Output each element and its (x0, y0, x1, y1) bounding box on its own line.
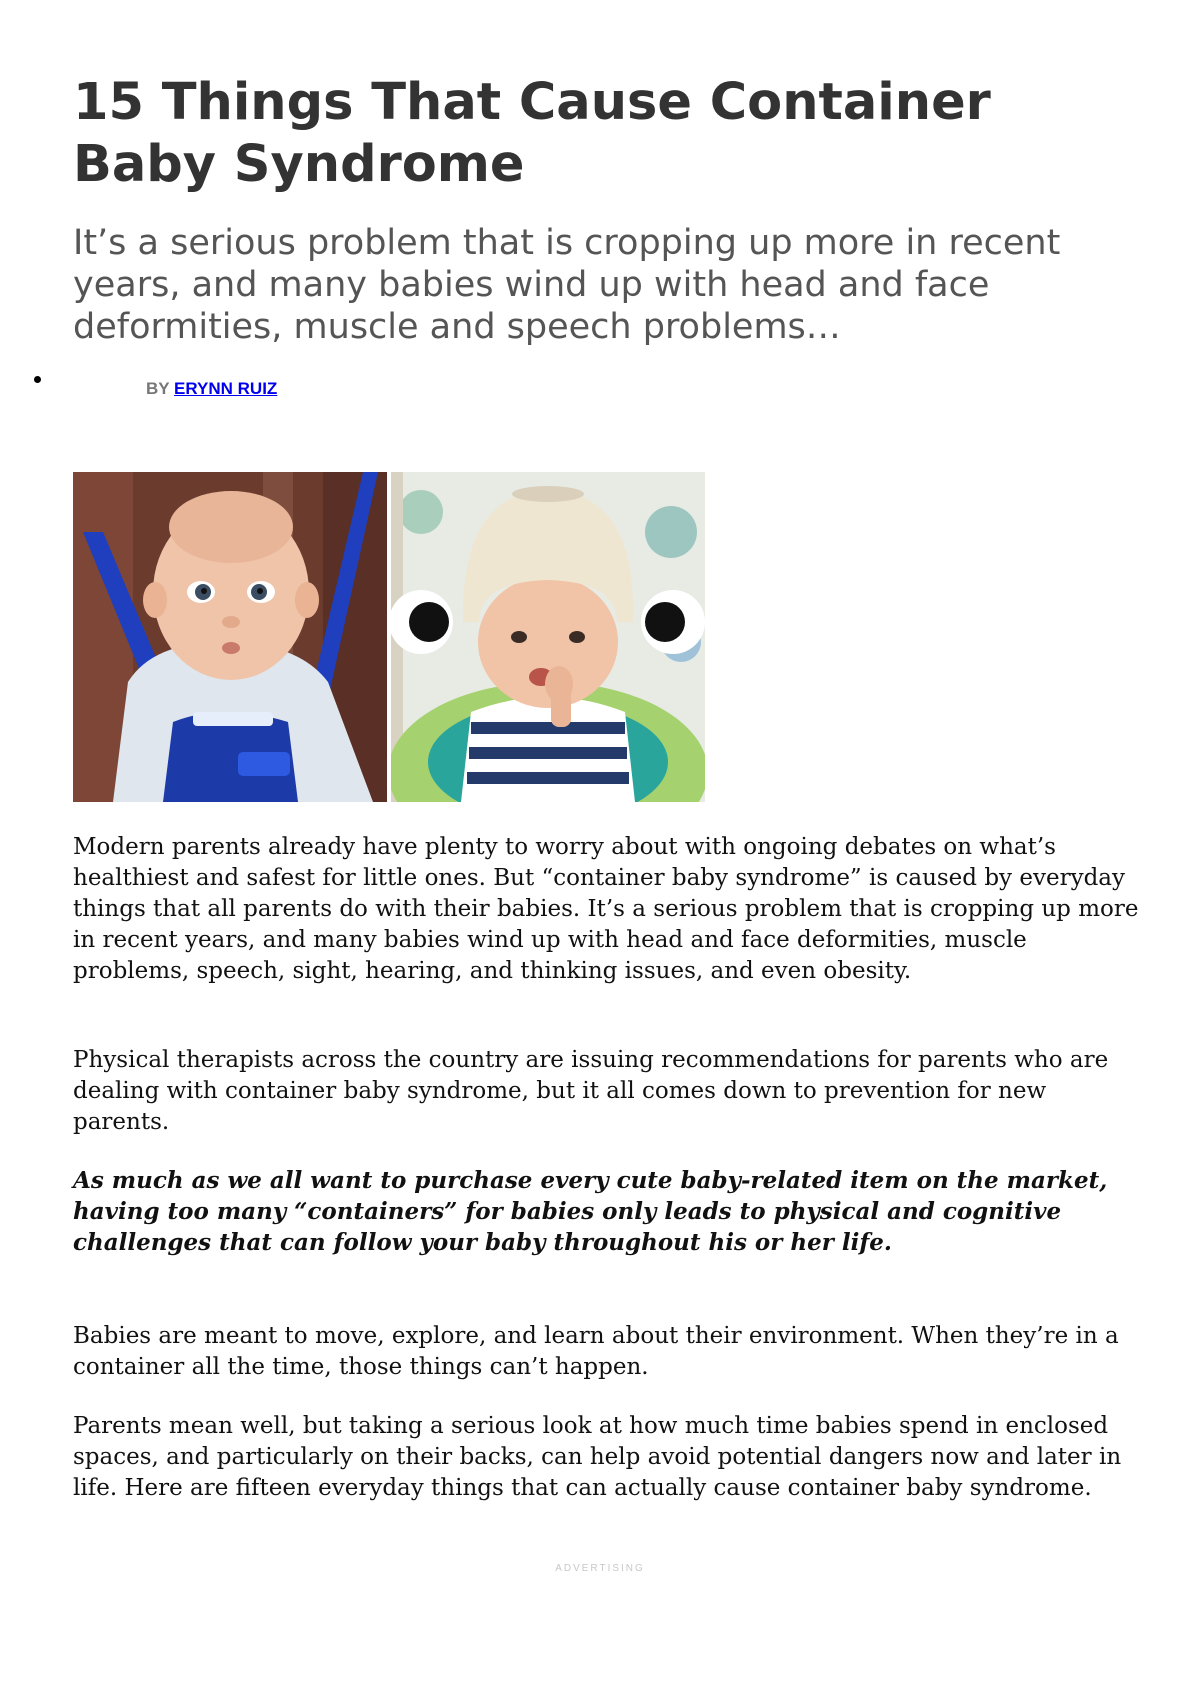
baby-in-helmet-photo (391, 472, 705, 802)
list-bullet (34, 376, 41, 383)
article-title: 15 Things That Cause Container Baby Syndrome (73, 73, 991, 194)
article-subtitle: It’s a serious problem that is cropping up more in recent years, and many babies wind up with head and face deformities, muscle and speech problems… (73, 223, 1061, 347)
author-link[interactable]: ERYNN RUIZ (174, 379, 278, 398)
paragraph-2: Physical therapists across the country are issuing recommendations for parents who are dealing with container baby syndrome, but it all comes down to prevention for new parents. (73, 1047, 1109, 1135)
byline-prefix: BY (146, 379, 170, 398)
paragraph-1: Modern parents already have plenty to worry about with ongoing debates on what’s healthiest and safest for little ones. But “container baby syndrome” is caused by everyday things that all parents do with their babies. It’s a serious problem that is cropping up more in recent years, and many babies wind up with head and face deformities, muscle problems, speech, sight, hearing, and thinking issues, and even obesity. (73, 834, 1139, 984)
byline (146, 378, 277, 400)
paragraph-5: Parents mean well, but taking a serious look at how much time babies spend in enclosed spaces, and particularly on their backs, can help avoid potential dangers now and later in life. Here are fifteen everyday things that can actually cause container baby syndrome. (73, 1413, 1122, 1501)
paragraph-3-emphasis: As much as we all want to purchase every cute baby-related item on the market, having too many “containers” for babies only leads to physical and cognitive challenges that can follow your baby throughout his or her life. (73, 1167, 1108, 1256)
paragraph-4: Babies are meant to move, explore, and learn about their environment. When they’re in a container all the time, those things can’t happen. (73, 1323, 1119, 1380)
baby-in-jumper-photo (73, 472, 387, 802)
hero-image (73, 472, 705, 802)
advertising-label: ADVERTISING (555, 1563, 645, 1574)
